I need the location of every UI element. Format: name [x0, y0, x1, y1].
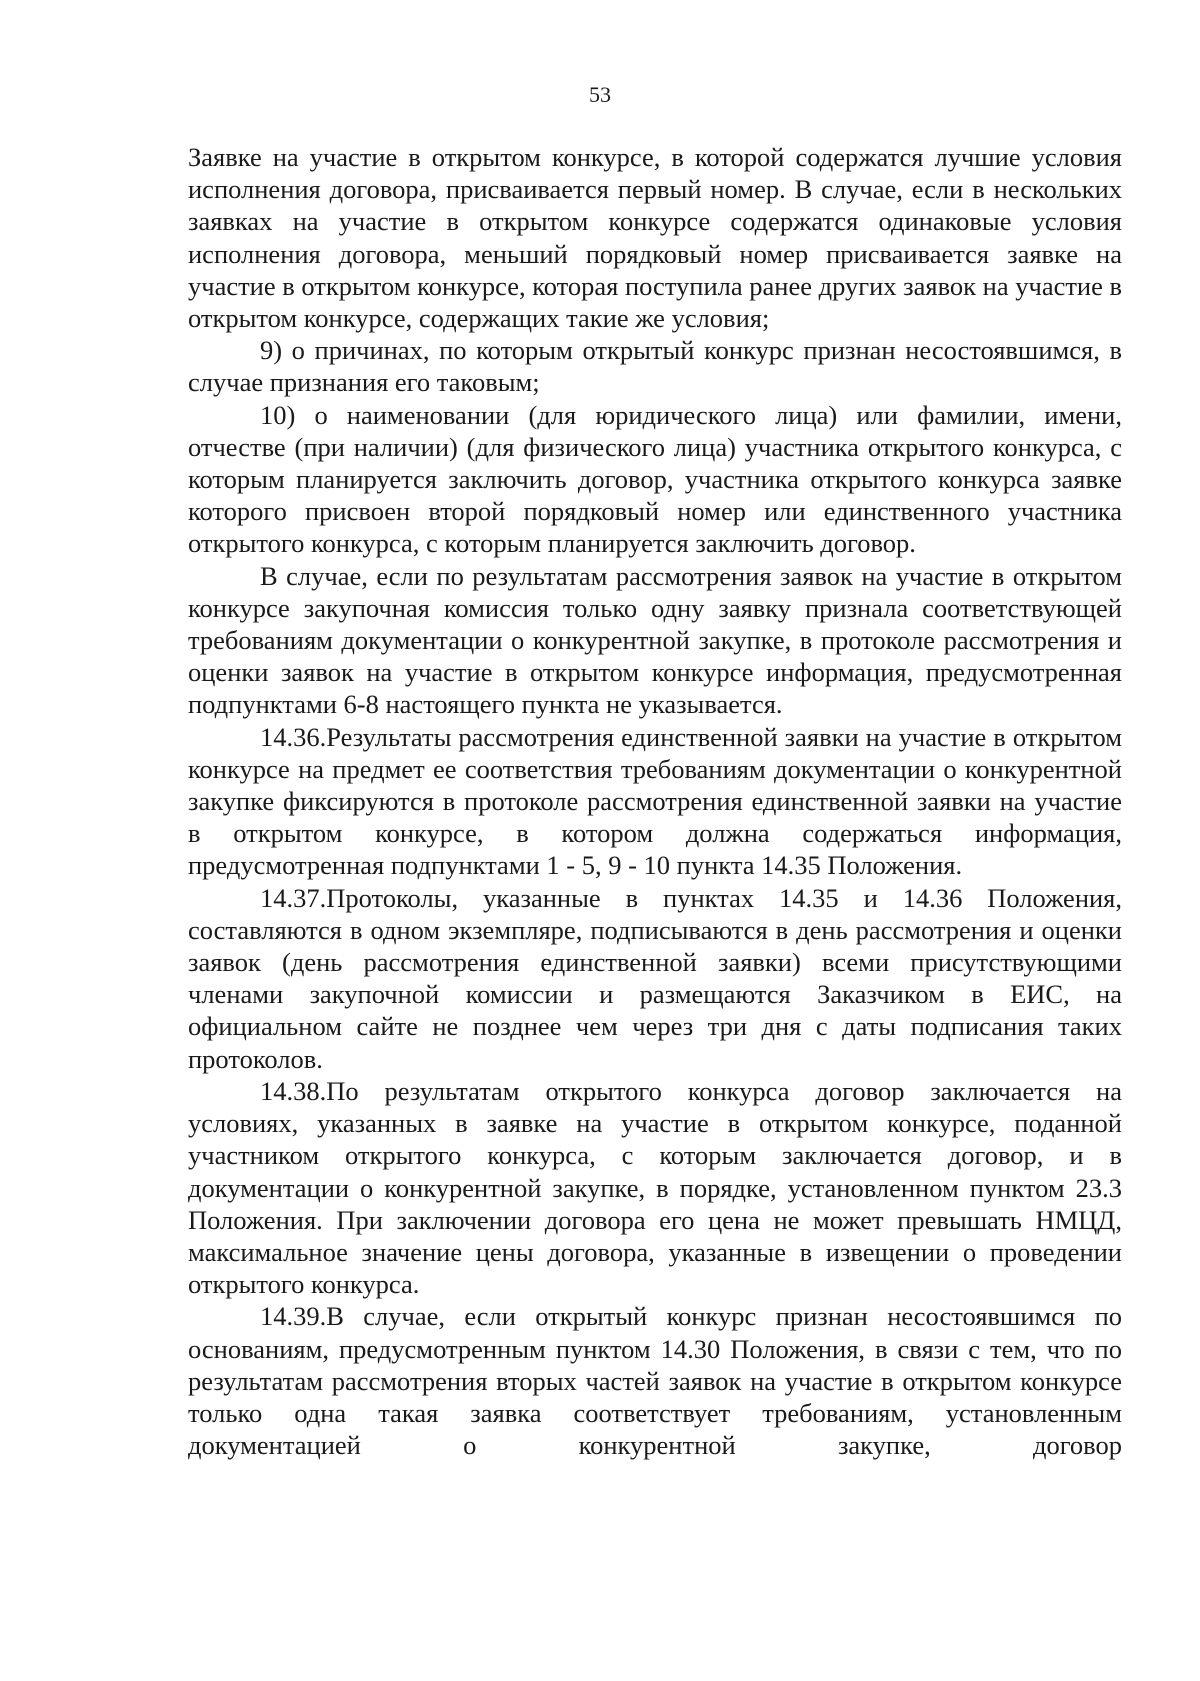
paragraph-ranking-continuation: Заявке на участие в открытом конкурсе, в которой содержатся лучшие условия исполнения договора, присваивается первый номер. В случае, если в нескольких заявках на участие в открытом конкурсе содержатся одинаковые условия исполнения договора, меньший порядковый номер присваивается заявке на участие в открытом конкурсе, которая поступила ранее других заявок на участие в открытом конкурсе, содержащих такие же условия;: [188, 142, 1123, 334]
paragraph-14-37: 14.37.Протоколы, указанные в пунктах 14.35 и 14.36 Положения, составляются в одном экземпляре, подписываются в день рассмотрения и оценки заявок (день рассмотрения единственной заявки) всеми присутствующими членами закупочной комиссии и размещаются Заказчиком в ЕИС, на официальном сайте не позднее чем через три дня с даты подписания таких протоколов.: [188, 882, 1122, 1074]
paragraph-14-38: 14.38.По результатам открытого конкурса договор заключается на условиях, указанных в заявке на участие в открытом конкурсе, поданной участником открытого конкурса, с которым заключается договор, и в документации о конкурентной закупке, в порядке, установленном пунктом 23.3 Положения. При заключении договора его цена не может превышать НМЦД, максимальное значение цены договора, указанные в извещении о проведении открытого конкурса.: [188, 1075, 1122, 1300]
paragraph-item-10: 10) о наименовании (для юридического лица) или фамилии, имени, отчестве (при наличии) (для физического лица) участника открытого конкурса, с которым планируется заключить договор, участника открытого конкурса заявке которого присвоен второй порядковый номер или единственного участника открытого конкурса, с которым планируется заключить договор.: [188, 399, 1122, 559]
document-body: [188, 141, 1122, 1461]
paragraph-single-application-note: В случае, если по результатам рассмотрения заявок на участие в открытом конкурсе закупочная комиссия только одну заявку признала соответствующей требованиям документации о конкурентной закупке, в протоколе рассмотрения и оценки заявок на участие в открытом конкурсе информация, предусмотренная подпунктами 6-8 настоящего пункта не указывается.: [188, 560, 1122, 720]
paragraph-item-9: 9) о причинах, по которым открытый конкурс признан несостоявшимся, в случае признания его таковым;: [188, 335, 1122, 398]
paragraph-14-39: 14.39.В случае, если открытый конкурс признан несостоявшимся по основаниям, предусмотренным пунктом 14.30 Положения, в связи с тем, что по результатам рассмотрения вторых частей заявок на участие в открытом конкурсе только одна такая заявка соответствует требованиям, установленным документацией о конкурентной закупке, договор: [188, 1301, 1122, 1461]
paragraph-14-36: 14.36.Результаты рассмотрения единственной заявки на участие в открытом конкурсе на предмет ее соответствия требованиям документации о конкурентной закупке фиксируются в протоколе рассмотрения единственной заявки на участие в открытом конкурсе, в котором должна содержаться информация, предусмотренная подпунктами 1 - 5, 9 - 10 пункта 14.35 Положения.: [188, 721, 1122, 881]
page-number: 53: [589, 82, 611, 107]
